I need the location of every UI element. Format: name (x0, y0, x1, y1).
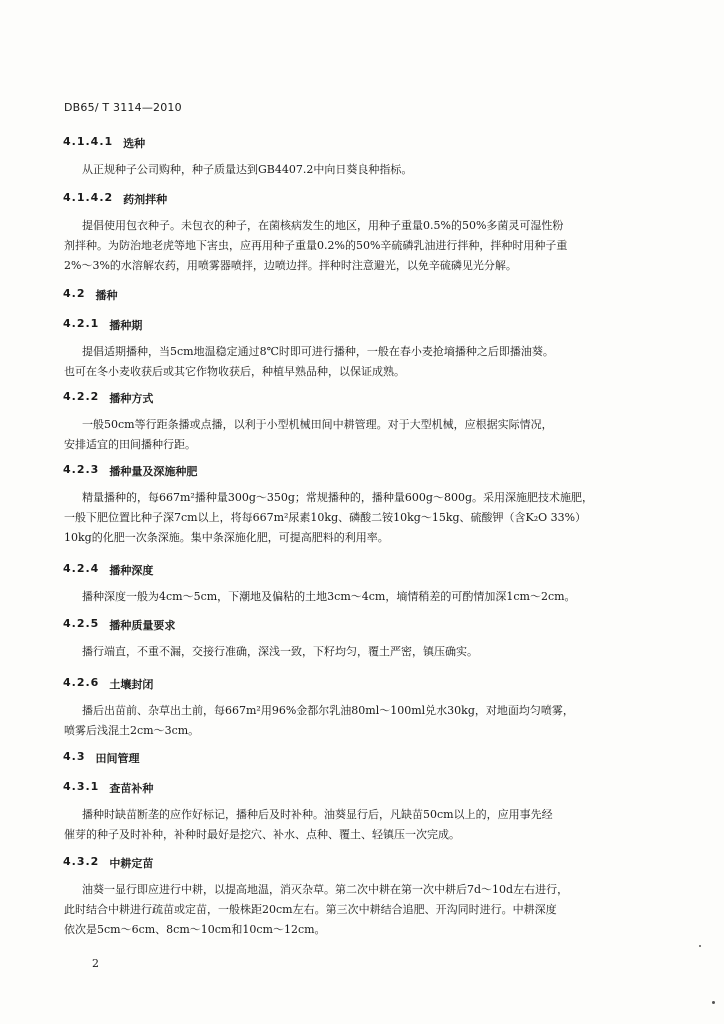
heading-4-3-1 (63, 780, 153, 796)
heading-4-2-5 (63, 617, 175, 633)
text-line: 喷雾后浅混土2cm～3cm。 (64, 724, 200, 737)
text-line: 播种时缺苗断垄的应作好标记，播种后及时补种。油葵显行后，凡缺苗50cm以上的，应用事先经 (82, 808, 553, 821)
text-line: 10kg的化肥一次条深施。集中条深施化肥，可提高肥料的利用率。 (64, 531, 389, 544)
heading-title: 中耕定苗 (109, 857, 154, 870)
heading-title: 播种深度 (109, 564, 154, 577)
text-line: 播后出苗前、杂草出土前，每667m²用96%金都尔乳油80ml～100ml兑水30kg，对地面均匀喷雾， (82, 704, 574, 717)
heading-4-2-1 (63, 317, 142, 333)
heading-4-1-4-1 (63, 135, 145, 151)
heading-number: 4.2.6 (63, 676, 100, 689)
text-line: 2%～3%的水溶解农药，用喷雾器喷拌，边喷边拌。拌种时注意避光，以免辛硫磷见光分解。 (64, 259, 517, 272)
heading-title: 药剂拌种 (123, 193, 168, 206)
heading-4-3-2 (63, 855, 153, 871)
heading-number: 4.3.1 (63, 780, 100, 793)
heading-number: 4.2.2 (63, 390, 100, 403)
text-line: 提倡适期播种，当5cm地温稳定通过8℃时即可进行播种，一般在春小麦抢墒播种之后即播油葵。 (82, 345, 554, 358)
heading-number: 4.1.4.2 (63, 191, 114, 204)
heading-title: 播种期 (109, 319, 143, 332)
heading-number: 4.3 (63, 750, 86, 763)
heading-4-2-3 (63, 463, 197, 479)
paragraph-4-1-4-2 (64, 216, 662, 276)
paragraph-4-1-4-1 (82, 160, 662, 180)
text-line: 剂拌种。为防治地老虎等地下害虫，应再用种子重量0.2%的50%辛硫磷乳油进行拌种，拌种时用种子重 (64, 239, 568, 252)
page-number: 2 (92, 957, 99, 970)
text-line: 一般50cm等行距条播或点播，以利于小型机械田间中耕管理。对于大型机械，应根据实际情况， (82, 418, 553, 431)
paragraph-4-2-4 (82, 587, 662, 607)
heading-4-1-4-2 (63, 191, 167, 207)
text-line: 一般下肥位置比种子深7cm以上，将每667m²尿素10kg、磷酸二铵10kg～15kg、硫酸钾（含K₂O 33%） (64, 511, 587, 524)
paragraph-4-2-3 (64, 488, 662, 548)
heading-title: 土壤封闭 (109, 678, 154, 691)
paragraph-4-2-5 (82, 642, 662, 662)
heading-title: 查苗补种 (109, 782, 154, 795)
scan-speck (712, 1001, 715, 1004)
standard-code-header: DB65/ T 3114—2010 (64, 101, 182, 114)
text-line: 也可在冬小麦收获后或其它作物收获后，种植早熟品种，以保证成熟。 (64, 365, 405, 378)
heading-number: 4.1.4.1 (63, 135, 114, 148)
heading-4-2-6 (63, 676, 153, 692)
heading-title: 田间管理 (95, 752, 140, 765)
paragraph-4-3-1 (64, 805, 662, 845)
heading-number: 4.2.3 (63, 463, 100, 476)
text-line: 依次是5cm～6cm、8cm～10cm和10cm～12cm。 (64, 923, 326, 936)
heading-number: 4.2 (63, 287, 86, 300)
text-line: 播种深度一般为4cm～5cm，下潮地及偏粘的土地3cm～4cm，墒情稍差的可酌情加深1cm～2cm。 (82, 590, 576, 603)
heading-number: 4.2.1 (63, 317, 100, 330)
text-line: 油葵一显行即应进行中耕，以提高地温，消灭杂草。第二次中耕在第一次中耕后7d～10d左右进行， (82, 883, 569, 896)
paragraph-4-2-6 (64, 701, 662, 741)
heading-title: 播种量及深施种肥 (109, 465, 198, 478)
heading-4-2-4 (63, 562, 153, 578)
paragraph-4-2-1 (64, 342, 662, 382)
scan-speck (699, 945, 701, 947)
heading-number: 4.2.4 (63, 562, 100, 575)
text-line: 提倡使用包衣种子。未包衣的种子，在菌核病发生的地区，用种子重量0.5%的50%多菌灵可湿性粉 (82, 219, 564, 232)
heading-4-2 (63, 287, 118, 303)
heading-number: 4.3.2 (63, 855, 100, 868)
text-line: 此时结合中耕进行疏苗或定苗，一般株距20cm左右。第三次中耕结合追肥、开沟同时进行。中耕深度 (64, 903, 557, 916)
text-line: 精量播种的，每667m²播种量300g～350g；常规播种的，播种量600g～800g。采用深施肥技术施肥， (82, 491, 593, 504)
heading-title: 播种方式 (109, 392, 154, 405)
heading-title: 播种质量要求 (109, 619, 176, 632)
heading-number: 4.2.5 (63, 617, 100, 630)
heading-title: 选种 (123, 137, 146, 150)
heading-4-3 (63, 750, 140, 766)
text-line: 播行端直，不重不漏，交接行准确，深浅一致，下籽均匀，覆土严密，镇压确实。 (82, 645, 478, 658)
paragraph-4-3-2 (64, 880, 662, 940)
text-line: 从正规种子公司购种，种子质量达到GB4407.2中向日葵良种指标。 (82, 163, 413, 176)
paragraph-4-2-2 (64, 415, 662, 455)
text-line: 安排适宜的田间播种行距。 (64, 438, 196, 451)
heading-4-2-2 (63, 390, 153, 406)
heading-title: 播种 (95, 289, 118, 302)
text-line: 催芽的种子及时补种，补种时最好是挖穴、补水、点种、覆土、轻镇压一次完成。 (64, 828, 460, 841)
